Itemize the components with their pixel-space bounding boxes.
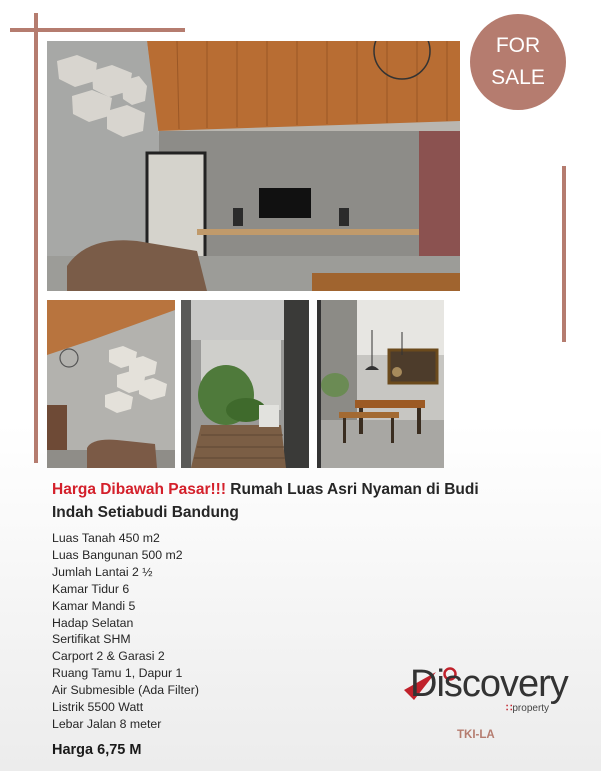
double-height-wall-photo xyxy=(47,300,175,468)
spec-item: Kamar Mandi 5 xyxy=(52,598,136,613)
spec-item: Lebar Jalan 8 meter xyxy=(52,716,162,731)
spec-item: Ruang Tamu 1, Dapur 1 xyxy=(52,666,183,681)
living-room-photo xyxy=(47,41,460,291)
headline-line2: Indah Setiabudi Bandung xyxy=(52,504,239,521)
badge-line2: SALE xyxy=(491,66,545,89)
listing-code: TKI-LA xyxy=(457,729,495,741)
garden-courtyard-photo xyxy=(181,300,309,468)
logo-dots-icon: ∷ xyxy=(506,703,513,714)
spec-item: Luas Tanah 450 m2 xyxy=(52,531,160,545)
headline-highlight: Harga Dibawah Pasar!!! xyxy=(52,481,226,498)
headline-line1-rest: Rumah Luas Asri Nyaman di Budi xyxy=(226,481,479,498)
spec-item: Air Submesible (Ada Filter) xyxy=(52,683,199,698)
spec-item: Listrik 5500 Watt xyxy=(52,700,144,715)
spec-item: Hadap Selatan xyxy=(52,615,134,630)
spec-item: Kamar Tidur 6 xyxy=(52,581,130,596)
logo-subtext xyxy=(506,703,549,714)
listing-headline xyxy=(52,478,522,524)
dining-area-photo xyxy=(317,300,444,468)
price-label: Harga 6,75 M xyxy=(52,742,142,758)
logo-wordmark: Discovery xyxy=(410,663,568,705)
property-specs-list xyxy=(52,530,199,733)
spec-item: Luas Bangunan 500 m2 xyxy=(52,547,183,562)
spec-item: Carport 2 & Garasi 2 xyxy=(52,649,165,664)
spec-item: Jumlah Lantai 2 ½ xyxy=(52,564,153,579)
badge-line1: FOR xyxy=(495,34,541,57)
discovery-property-logo xyxy=(402,660,592,720)
decorative-line-right xyxy=(562,166,566,342)
spec-item: Sertifikat SHM xyxy=(52,632,131,647)
for-sale-badge xyxy=(470,14,566,110)
decorative-line-vertical xyxy=(34,13,38,463)
logo-sub-text: property xyxy=(512,703,550,714)
